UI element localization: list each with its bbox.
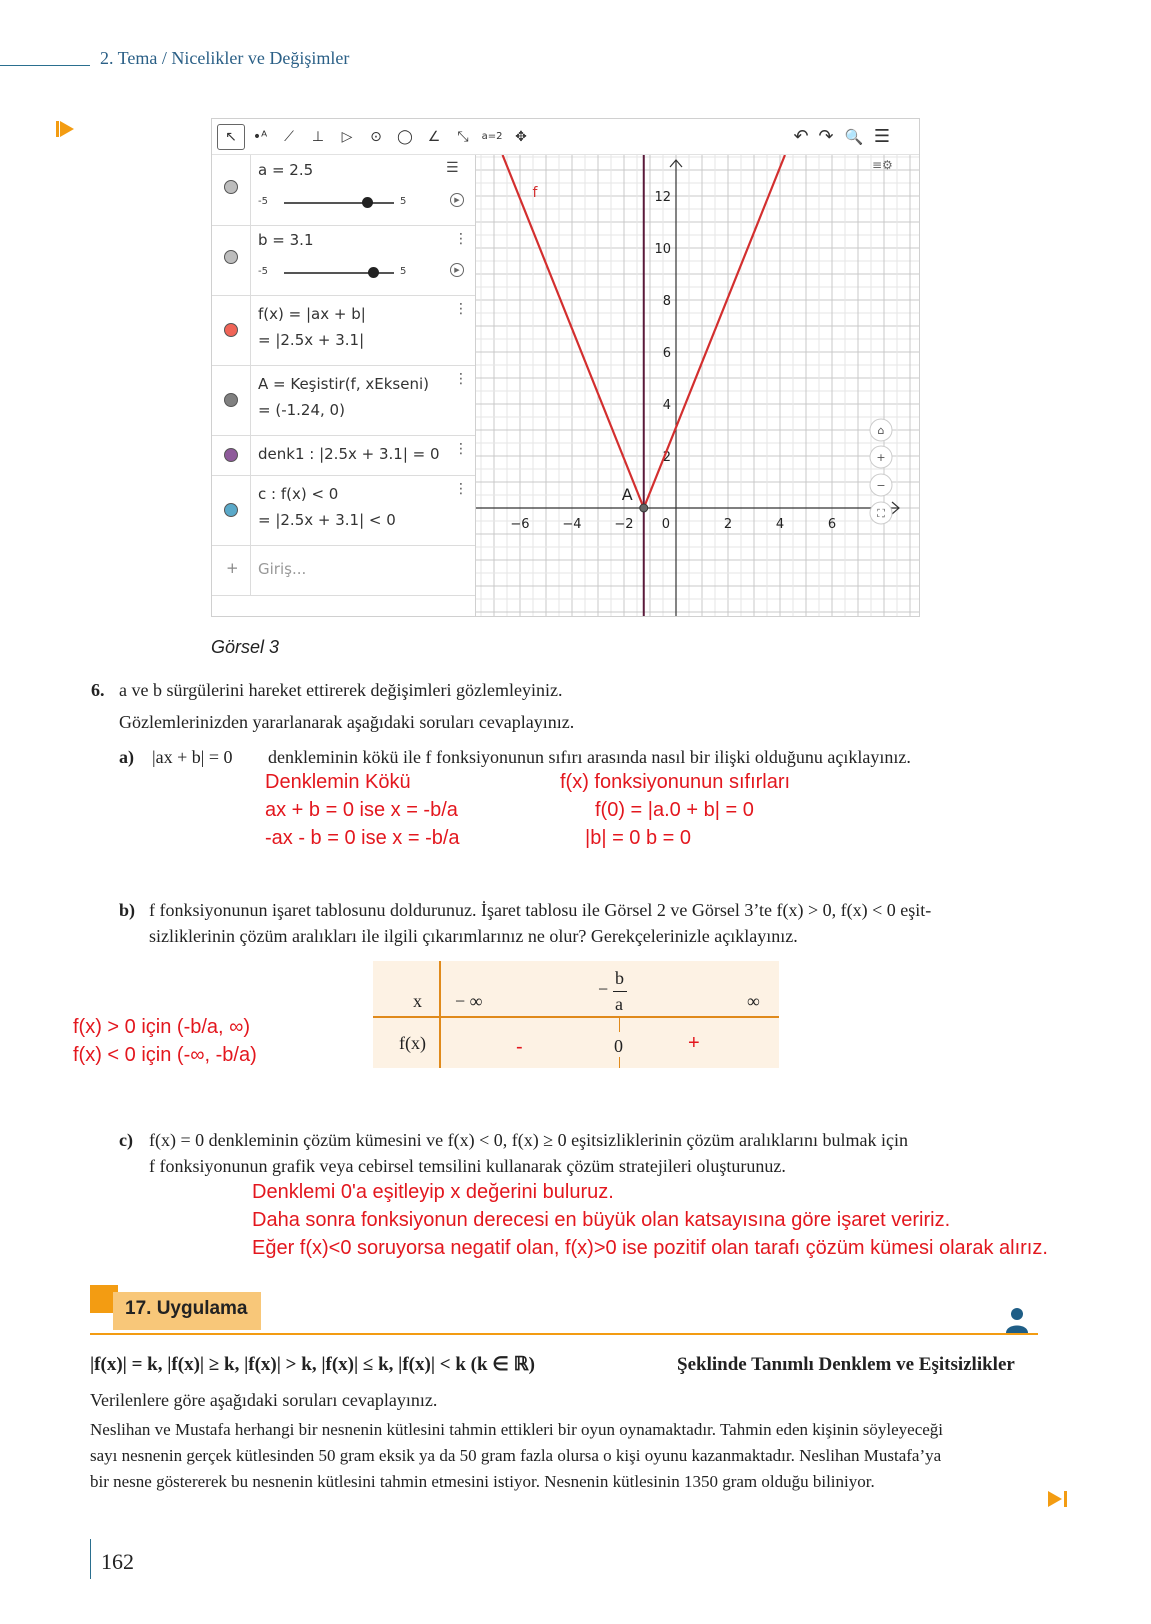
sign-table — [373, 961, 779, 1068]
visibility-toggle-b[interactable] — [224, 250, 238, 264]
menu-icon[interactable]: ☰ — [873, 126, 891, 147]
angle-tool-icon[interactable]: ∠ — [427, 129, 441, 145]
slider-a-max: 5 — [400, 196, 407, 207]
application-paragraph-2: sayı nesnenin gerçek kütlesinden 50 gram eksik ya da 50 gram fazla olursa o kişi oyunu kazanmaktadır. Neslihan Mustafa’ya — [90, 1446, 942, 1465]
slider-b-knob[interactable] — [368, 267, 379, 278]
slider-b-min: -5 — [258, 266, 268, 277]
slider-b-play-icon[interactable]: ▶ — [450, 263, 464, 277]
application-heading-math: |f(x)| = k, |f(x)| ≥ k, |f(x)| > k, |f(x)| ≤ k, |f(x)| < k (k ∈ ℝ) — [90, 1354, 535, 1375]
answer-a-right-3: |b| = 0 b = 0 — [585, 827, 692, 849]
add-icon: + — [226, 559, 239, 577]
answer-a-left-3: -ax - b = 0 ise x = -b/a — [265, 827, 460, 849]
page-number-rule — [90, 1539, 91, 1579]
graphics-style-icon: ≡⚙ — [872, 158, 893, 172]
function-f-label: f — [532, 185, 538, 201]
application-paragraph-1: Neslihan ve Mustafa herhangi bir nesnenin kütlesini tahmin ettikleri bir oyun oynamaktadır. Tahmin eden kişinin söyleyeceği — [90, 1420, 944, 1439]
part-b-line-2: sizliklerinin çözüm aralıkları ile ilgili çıkarımlarınız ne olur? Gerekçelerinizle açıklayınız. — [149, 926, 798, 946]
visibility-toggle-f[interactable] — [224, 323, 238, 337]
part-c-line-1: f(x) = 0 denkleminin çözüm kümesini ve f(x) < 0, f(x) ≥ 0 eşitsizliklerinin çözüm aralıklarını bulmak için — [149, 1130, 908, 1150]
answer-c-1: Denklemi 0'a eşitleyip x değerini buluruz. — [252, 1181, 614, 1203]
algebra-input-row[interactable] — [212, 545, 475, 596]
algebra-row-a[interactable] — [212, 155, 475, 226]
redo-icon[interactable]: ↷ — [818, 126, 834, 147]
part-b-label: b) — [119, 900, 136, 920]
part-b-line-1: f fonksiyonunun işaret tablosunu doldurunuz. İşaret tablosu ile Görsel 2 ve Görsel 3’te f(x) > 0, f(x) < 0 eşit- — [149, 900, 932, 920]
answer-c-3: Eğer f(x)<0 soruyorsa negatif olan, f(x)>0 ise pozitif olan tarafı çözüm kümesi olarak alırız. — [252, 1237, 1048, 1259]
sign-table-vertical-rule — [439, 961, 441, 1068]
inequality-value: = |2.5x + 3.1| < 0 — [258, 511, 396, 529]
application-intro: Verilenlere göre aşağıdaki soruları cevaplayınız. — [90, 1390, 438, 1410]
algebra-row-b[interactable] — [212, 225, 475, 296]
sign-table-left-sign: - — [516, 1036, 523, 1058]
question-number: 6. — [91, 680, 105, 700]
point-a — [640, 504, 648, 512]
part-a-text: denkleminin kökü ile f fonksiyonunun sıfırı arasında nasıl bir ilişki olduğunu açıklayınız. — [268, 747, 911, 767]
move-tool-icon[interactable]: ↖ — [217, 124, 245, 150]
slider-a-play-icon[interactable]: ▶ — [450, 193, 464, 207]
sign-table-right-sign: + — [688, 1032, 700, 1054]
part-a-equation: |ax + b| = 0 — [152, 747, 233, 767]
answer-a-right-1: f(x) fonksiyonunun sıfırları — [560, 771, 791, 793]
sign-table-tick-bottom — [619, 1057, 620, 1068]
point-a-label: A — [621, 485, 633, 504]
application-heading-text: Şeklinde Tanımlı Denklem ve Eşitsizlikler — [677, 1354, 1015, 1375]
geogebra-window — [211, 118, 920, 617]
function-definition: f(x) = |ax + b| — [258, 305, 366, 323]
person-icon — [1005, 1306, 1029, 1334]
algebra-sort-icon[interactable]: ☰ — [446, 160, 459, 176]
part-c-label: c) — [119, 1130, 133, 1150]
y-tick-label: 12 — [654, 190, 671, 205]
intersection-definition: A = Keşistir(f, xEkseni) — [258, 375, 429, 393]
perpendicular-tool-icon[interactable]: ⊥ — [311, 129, 325, 145]
y-tick-label: 8 — [662, 294, 671, 309]
sign-table-neg-inf: − ∞ — [455, 991, 483, 1011]
undo-icon[interactable]: ↶ — [793, 126, 809, 147]
y-tick-label: 2 — [662, 450, 671, 465]
answer-c-2: Daha sonra fonksiyonun derecesi en büyük olan katsayısına göre işaret veririz. — [252, 1209, 951, 1231]
row-denk1-menu-icon[interactable]: ⋮ — [454, 441, 468, 457]
fullscreen-icon-glyph: ⛶ — [877, 507, 885, 520]
chapter-header: 2. Tema / Nicelikler ve Değişimler — [100, 48, 350, 68]
row-c-menu-icon[interactable]: ⋮ — [454, 481, 468, 497]
answer-a-right-2: f(0) = |a.0 + b| = 0 — [595, 799, 754, 821]
part-a-label: a) — [119, 747, 134, 767]
polygon-tool-icon[interactable]: ▷ — [341, 129, 353, 145]
application-title: 17. Uygulama — [125, 1298, 248, 1319]
sign-table-frac-den: a — [615, 994, 623, 1014]
sign-table-horizontal-rule — [373, 1016, 779, 1018]
question-line-2: Gözlemlerinizden yararlanarak aşağıdaki soruları cevaplayınız. — [119, 712, 575, 732]
home-icon-glyph: ⌂ — [877, 424, 885, 437]
slider-a-min: -5 — [258, 196, 268, 207]
application-rule — [90, 1333, 1038, 1335]
algebra-row-denk1[interactable] — [212, 435, 475, 476]
end-arrow-icon — [1048, 1491, 1070, 1507]
slider-a-definition: a = 2.5 — [258, 161, 314, 179]
point-tool-icon[interactable]: •ᴬ — [252, 129, 268, 145]
slider-tool-icon[interactable]: a=2 — [481, 131, 503, 142]
row-f-menu-icon[interactable]: ⋮ — [454, 301, 468, 317]
algebra-row-f[interactable] — [212, 295, 475, 366]
part-c-line-2: f fonksiyonunun grafik veya cebirsel temsilini kullanarak çözüm stratejileri oluşturunuz. — [149, 1156, 786, 1176]
algebra-row-point-a[interactable] — [212, 365, 475, 436]
play-bar — [56, 121, 59, 137]
visibility-toggle-a[interactable] — [224, 180, 238, 194]
visibility-toggle-denk1[interactable] — [224, 448, 238, 462]
x-tick-label: −2 — [614, 517, 634, 532]
header-rule — [0, 65, 90, 66]
slider-a-knob[interactable] — [362, 197, 373, 208]
x-tick-label: 4 — [775, 517, 785, 532]
graph-canvas[interactable] — [476, 155, 919, 616]
row-b-menu-icon[interactable]: ⋮ — [454, 231, 468, 247]
y-tick-label: 6 — [662, 346, 671, 361]
page-number: 162 — [101, 1549, 134, 1574]
x-tick-label: 0 — [661, 517, 670, 532]
ellipse-tool-icon[interactable]: ◯ — [397, 129, 413, 145]
visibility-toggle-c[interactable] — [224, 503, 238, 517]
move-view-tool-icon[interactable]: ✥ — [515, 129, 527, 145]
x-tick-label: −6 — [510, 517, 530, 532]
equation-definition: denk1 : |2.5x + 3.1| = 0 — [258, 445, 440, 463]
circle-tool-icon[interactable]: ⊙ — [370, 129, 382, 145]
zoom-in-icon-glyph: + — [876, 451, 886, 464]
reflect-tool-icon[interactable]: ⤡ — [457, 129, 469, 145]
slider-b-max: 5 — [400, 266, 407, 277]
x-tick-label: −4 — [562, 517, 582, 532]
answer-a-left-2: ax + b = 0 ise x = -b/a — [265, 799, 458, 821]
slider-a-track[interactable] — [284, 202, 394, 204]
sign-table-frac-num: b — [615, 968, 624, 988]
line-tool-icon[interactable]: ⟋ — [284, 129, 294, 145]
sign-table-x-label: x — [413, 991, 422, 1011]
intersection-value: = (-1.24, 0) — [258, 401, 345, 419]
row-point-a-menu-icon[interactable]: ⋮ — [454, 371, 468, 387]
answer-b-positive: f(x) > 0 için (-b/a, ∞) — [73, 1016, 251, 1038]
application-paragraph-3: bir nesne göstererek bu nesnenin kütlesini tahmin etmesini istiyor. Nesnenin kütlesinin 1350 gram olduğu biliniyor. — [90, 1472, 875, 1491]
function-value: = |2.5x + 3.1| — [258, 331, 365, 349]
play-icon — [60, 121, 74, 137]
sign-table-pos-inf: ∞ — [747, 991, 760, 1011]
search-icon[interactable]: 🔍 — [844, 128, 864, 146]
visibility-toggle-point-a[interactable] — [224, 393, 238, 407]
geogebra-toolbar — [212, 119, 919, 155]
graphics-view[interactable] — [476, 155, 919, 616]
sign-table-frac-minus: − — [598, 979, 609, 999]
answer-b-negative: f(x) < 0 için (-∞, -b/a) — [73, 1044, 257, 1066]
slider-b-definition: b = 3.1 — [258, 231, 314, 249]
x-tick-label: 6 — [827, 517, 837, 532]
algebra-view — [212, 155, 476, 616]
sign-table-tick-top — [619, 1018, 620, 1032]
question-line-1: a ve b sürgülerini hareket ettirerek değişimleri gözlemleyiniz. — [119, 680, 563, 700]
answer-a-left-1: Denklemin Kökü — [265, 771, 411, 793]
figure-caption: Görsel 3 — [211, 637, 280, 657]
inequality-definition: c : f(x) < 0 — [258, 485, 339, 503]
sign-table-zero: 0 — [614, 1036, 623, 1056]
x-tick-label: 2 — [723, 517, 733, 532]
y-tick-label: 4 — [662, 398, 671, 413]
algebra-input[interactable]: Giriş... — [258, 560, 307, 578]
sign-table-fx-label: f(x) — [399, 1033, 426, 1053]
algebra-row-c[interactable] — [212, 475, 475, 546]
y-tick-label: 10 — [654, 242, 671, 257]
zoom-out-icon-glyph: − — [876, 479, 886, 492]
